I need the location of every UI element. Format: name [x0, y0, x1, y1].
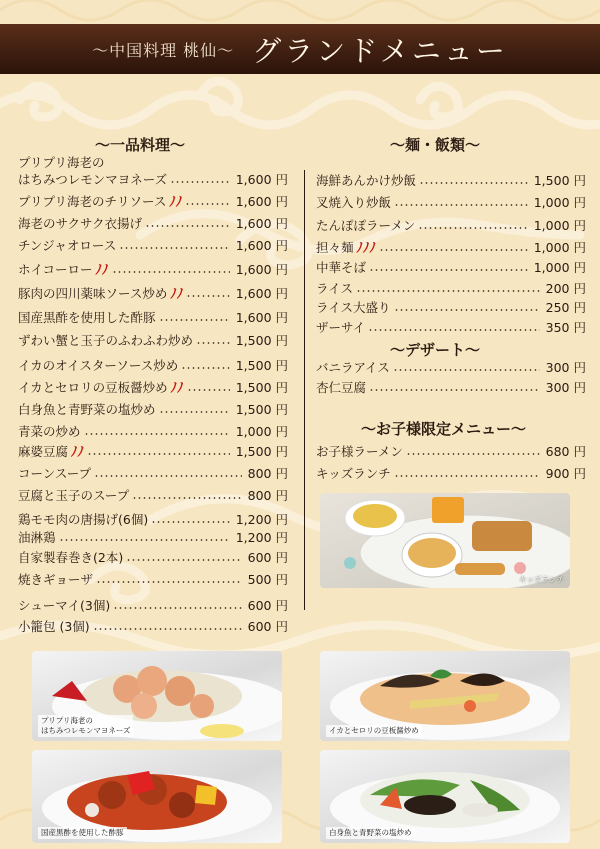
menu-item-name-text: 中華そば	[316, 260, 367, 275]
menu-item-name-text: 鶏モモ肉の唐揚げ(6個)	[18, 512, 149, 527]
menu-item	[18, 596, 288, 616]
menu-item-name-text: 担々麺	[316, 240, 354, 255]
leader-dots	[185, 203, 230, 205]
menu-item-name-text: ライス大盛り	[316, 300, 391, 315]
leader-dots	[170, 181, 230, 183]
menu-item-price: 800 円	[247, 466, 288, 481]
menu-item	[316, 258, 586, 278]
header-title: グランドメニュー	[252, 33, 508, 68]
menu-item	[18, 464, 288, 484]
menu-item-name-text: バニラアイス	[316, 360, 390, 375]
chili-pepper-icon: ﾉﾉ	[169, 195, 183, 210]
menu-item	[316, 216, 586, 236]
menu-item-name	[18, 260, 109, 281]
leader-dots	[186, 295, 230, 297]
menu-item-name	[316, 258, 366, 278]
menu-item-price: 1,000 円	[235, 424, 288, 439]
menu-item-price: 800 円	[247, 488, 288, 503]
photo-ebi-mayo	[32, 651, 282, 741]
section-title-men: 〜麺・飯類〜	[390, 136, 481, 154]
menu-item-name-text: チンジャオロース	[18, 238, 117, 253]
menu-item	[18, 192, 288, 212]
menu-item-name	[18, 214, 142, 234]
menu-item-name-text: 国産黒酢を使用した酢豚	[18, 310, 156, 325]
menu-item-name-text: イカとセロリの豆板醤炒め	[18, 380, 168, 395]
menu-item-name-text: プリプリ海老のチリソース	[18, 194, 167, 209]
menu-item-price: 1,200 円	[235, 530, 288, 545]
menu-item-price: 500 円	[247, 572, 288, 587]
leader-dots	[159, 411, 230, 413]
leader-dots	[394, 475, 540, 477]
menu-item-price: 1,000 円	[533, 240, 586, 255]
menu-item-name	[18, 308, 156, 328]
menu-item-name	[18, 284, 183, 305]
menu-item-name-text: シューマイ(3個)	[18, 598, 111, 613]
menu-item-price: 300 円	[545, 360, 586, 375]
menu-item-name-text: 海鮮あんかけ炒飯	[316, 173, 417, 188]
menu-item	[18, 284, 288, 304]
menu-item-name	[316, 238, 376, 259]
leader-dots	[94, 475, 242, 477]
leader-dots	[59, 539, 230, 541]
menu-item-name-text: 麻婆豆腐	[18, 444, 69, 459]
menu-item-name-text: たんぽぽラーメン	[316, 218, 416, 233]
menu-item-price: 1,600 円	[235, 238, 288, 253]
photo-caption: イカとセロリの豆板醤炒め	[326, 725, 422, 737]
menu-item	[18, 214, 288, 234]
menu-item-name-text: 海老のサクサク衣揚げ	[18, 216, 143, 231]
menu-item-price: 680 円	[545, 444, 586, 459]
leader-dots	[379, 249, 528, 251]
menu-item	[18, 170, 288, 190]
leader-dots	[87, 453, 230, 455]
menu-item	[18, 442, 288, 462]
chili-pepper-icon: ﾉﾉ	[170, 287, 184, 302]
menu-item-price: 1,000 円	[533, 260, 586, 275]
leader-dots	[119, 247, 230, 249]
menu-item-name-text: キッズランチ	[316, 466, 391, 481]
menu-item-name	[18, 548, 123, 568]
menu-item-name	[18, 400, 156, 420]
menu-item-name	[18, 170, 167, 190]
leader-dots	[394, 309, 540, 311]
menu-item-name	[316, 216, 415, 236]
menu-item-name	[316, 464, 391, 484]
menu-item-name	[18, 570, 93, 590]
menu-item-price: 250 円	[545, 300, 586, 315]
menu-item-price: 1,000 円	[533, 195, 586, 210]
photo-caption: キッズランチ	[519, 575, 564, 584]
leader-dots	[187, 389, 230, 391]
photo-caption-line1: プリプリ海老の	[41, 716, 93, 725]
menu-item-price: 1,500 円	[235, 358, 288, 373]
menu-item	[18, 486, 288, 506]
menu-item	[18, 308, 288, 328]
menu-item-name-text: 杏仁豆腐	[316, 380, 367, 395]
menu-item-name	[316, 358, 390, 378]
menu-item	[316, 442, 586, 462]
menu-item-price: 600 円	[247, 550, 288, 565]
leader-dots	[93, 628, 242, 630]
menu-item-price: 1,600 円	[235, 310, 288, 325]
leader-dots	[159, 319, 230, 321]
menu-item	[316, 464, 586, 484]
leader-dots	[126, 559, 242, 561]
menu-item	[18, 378, 288, 398]
leader-dots	[196, 342, 230, 344]
menu-item	[18, 510, 288, 530]
menu-item-price: 1,500 円	[533, 173, 586, 188]
menu-item	[18, 236, 288, 256]
menu-item	[316, 298, 586, 318]
menu-item-name-text: 焼きギョーザ	[18, 572, 94, 587]
section-title-kids: 〜お子様限定メニュー〜	[361, 420, 527, 438]
menu-item	[18, 617, 288, 637]
menu-item-name	[18, 378, 184, 399]
chili-pepper-icon: ﾉﾉ	[71, 445, 85, 460]
leader-dots	[96, 581, 242, 583]
menu-item-name	[316, 193, 391, 213]
menu-item-name-text: ザーサイ	[316, 320, 366, 335]
menu-item-price: 1,500 円	[235, 444, 288, 459]
menu-item-price: 1,500 円	[235, 402, 288, 417]
leader-dots	[151, 521, 230, 523]
menu-item-name-text: 自家製春巻き(2本)	[18, 550, 124, 565]
menu-item-price: 1,200 円	[235, 512, 288, 527]
menu-item-name-text: お子様ラーメン	[316, 444, 403, 459]
menu-item-price: 600 円	[247, 598, 288, 613]
chili-pepper-icon: ﾉﾉﾉ	[356, 241, 377, 256]
photo-caption-line2: はちみつレモンマヨネーズ	[41, 726, 131, 735]
menu-item-name	[18, 442, 84, 463]
menu-item-name	[316, 378, 366, 398]
menu-item-name	[316, 279, 353, 299]
menu-item-price: 1,500 円	[235, 333, 288, 348]
menu-item	[18, 548, 288, 568]
menu-item-name: プリプリ海老の	[18, 155, 105, 170]
chili-pepper-icon: ﾉﾉ	[170, 381, 184, 396]
photo-shiromi	[320, 750, 570, 843]
menu-item	[316, 378, 586, 398]
photo-subuta	[32, 750, 282, 843]
menu-item	[316, 318, 586, 338]
menu-item-price: 1,600 円	[235, 286, 288, 301]
leader-dots	[368, 329, 540, 331]
menu-item-name-text: 油淋鶏	[18, 530, 56, 545]
menu-item-price: 1,600 円	[235, 194, 288, 209]
menu-item-name	[18, 356, 178, 376]
section-title-dessert: 〜デザート〜	[390, 341, 481, 359]
menu-item-name-text: 白身魚と青野菜の塩炒め	[18, 402, 156, 417]
menu-item-name-text: イカのオイスターソース炒め	[18, 358, 179, 373]
menu-item	[18, 260, 288, 280]
leader-dots	[356, 290, 540, 292]
menu-item-price: 350 円	[545, 320, 586, 335]
header-banner	[0, 24, 600, 74]
menu-item-name	[316, 171, 416, 191]
leader-dots	[112, 271, 230, 273]
menu-item-name-text: ホイコーロー	[18, 262, 93, 277]
menu-item-name	[18, 617, 90, 637]
menu-item	[18, 331, 288, 351]
leader-dots	[393, 369, 540, 371]
menu-item	[316, 358, 586, 378]
leader-dots	[113, 607, 242, 609]
leader-dots	[132, 497, 242, 499]
menu-item	[316, 238, 586, 258]
menu-item-price: 900 円	[545, 466, 586, 481]
menu-item-name	[316, 442, 403, 462]
leader-dots	[406, 453, 540, 455]
menu-item-name-text: 小籠包 (3個)	[18, 619, 90, 634]
leader-dots	[84, 433, 230, 435]
menu-item-price: 1,600 円	[235, 216, 288, 231]
chili-pepper-icon: ﾉﾉ	[95, 263, 109, 278]
menu-item-name	[18, 422, 81, 442]
photo-caption: 国産黒酢を使用した酢豚	[38, 827, 127, 839]
menu-item	[316, 193, 586, 213]
menu-item-name-text: 豆腐と玉子のスープ	[18, 488, 130, 503]
leader-dots	[369, 389, 540, 391]
menu-item-price: 1,600 円	[235, 172, 288, 187]
leader-dots	[418, 227, 528, 229]
menu-item	[18, 356, 288, 376]
menu-item-name-text: 叉焼入り炒飯	[316, 195, 392, 210]
column-divider	[304, 170, 305, 610]
menu-item	[18, 400, 288, 420]
photo-kids-lunch	[320, 493, 570, 588]
menu-item-name	[18, 596, 110, 616]
menu-item-price: 1,000 円	[533, 218, 586, 233]
photo-caption	[38, 715, 133, 737]
menu-item	[18, 422, 288, 442]
menu-item-price: 300 円	[545, 380, 586, 395]
leader-dots	[394, 204, 528, 206]
menu-item-name-text: ずわい蟹と玉子のふわふわ炒め	[18, 333, 194, 348]
menu-item-name	[316, 318, 365, 338]
menu-item-name-text: はちみつレモンマヨネーズ	[18, 172, 168, 187]
menu-item-name-text: 豚肉の四川薬味ソース炒め	[18, 286, 168, 301]
menu-item-price: 1,500 円	[235, 380, 288, 395]
menu-item-name	[316, 298, 391, 318]
leader-dots	[419, 182, 528, 184]
menu-item	[316, 171, 586, 191]
menu-item	[18, 528, 288, 548]
photo-caption: 白身魚と青野菜の塩炒め	[326, 827, 415, 839]
menu-item	[18, 570, 288, 590]
menu-item	[316, 279, 586, 299]
leader-dots	[181, 367, 230, 369]
menu-item-name	[18, 331, 193, 351]
menu-item-name-text: ライス	[316, 281, 354, 296]
menu-item-name	[18, 510, 148, 530]
menu-item-name	[18, 486, 129, 506]
menu-item-name	[18, 236, 116, 256]
section-title-ippin: 〜一品料理〜	[95, 136, 186, 154]
menu-item-price: 200 円	[545, 281, 586, 296]
menu-item-name-text: コーンスープ	[18, 466, 92, 481]
menu-item-name-text: 青菜の炒め	[18, 424, 81, 439]
leader-dots	[145, 225, 230, 227]
menu-item-name	[18, 464, 91, 484]
photo-ika-celery	[320, 651, 570, 741]
menu-item-price: 600 円	[247, 619, 288, 634]
menu-item-name	[18, 528, 56, 548]
menu-item-name	[18, 192, 182, 213]
menu-item-price: 1,600 円	[235, 262, 288, 277]
leader-dots	[369, 269, 528, 271]
header-subtitle: 〜中国料理 桃仙〜	[92, 40, 235, 60]
